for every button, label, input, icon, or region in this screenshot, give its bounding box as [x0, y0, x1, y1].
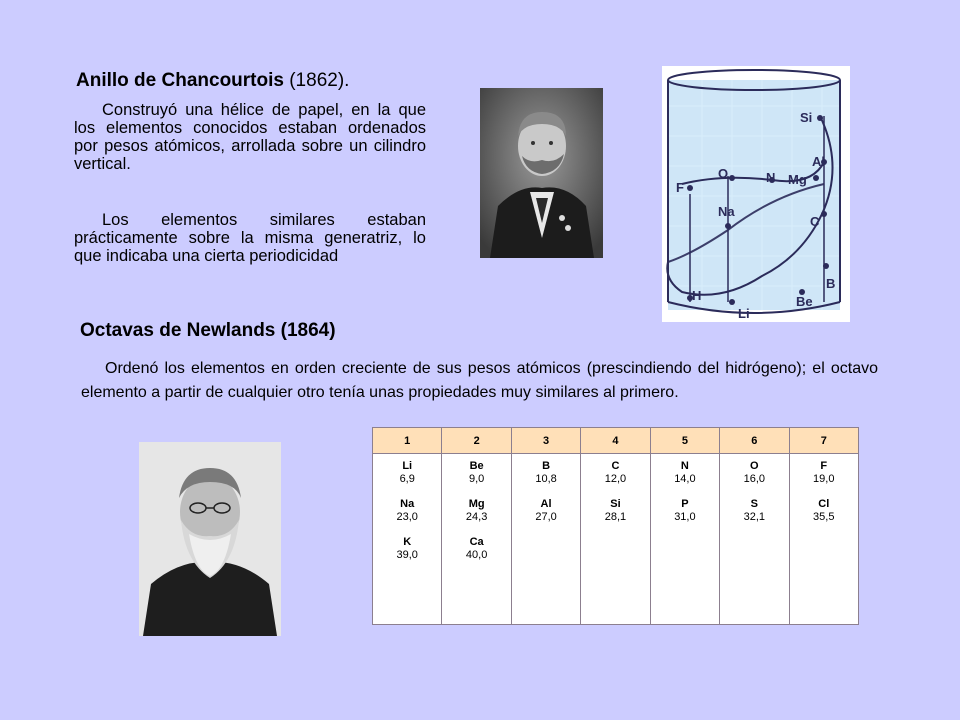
chancourtois-paragraph-1: Construyó una hélice de papel, en la que los elementos conocidos estaban ordenados por pesos atómicos, arrollada sobre un cilindro vertical. [74, 101, 426, 173]
atomic-weight: 40,0 [465, 549, 488, 561]
helix-label-h: H [692, 288, 702, 303]
element-entry [582, 498, 648, 524]
chancourtois-paragraph-2: Los elementos similares estaban prácticamente sobre la misma generatriz, lo que indicaba una cierta periodicidad [74, 211, 426, 265]
element-symbol: B [542, 460, 551, 472]
column-header-5: 5 [650, 428, 719, 454]
column-header-2: 2 [442, 428, 511, 454]
element-symbol: Si [610, 498, 621, 510]
table-cell [789, 454, 858, 625]
element-symbol: Na [400, 498, 415, 510]
element-entry [513, 460, 579, 486]
chancourtois-title-year: (1862). [283, 70, 350, 91]
element-entry [582, 460, 648, 486]
element-symbol: Ca [469, 536, 484, 548]
column-header-6: 6 [720, 428, 789, 454]
column-header-3: 3 [511, 428, 580, 454]
atomic-weight: 10,8 [535, 473, 557, 485]
chancourtois-title-bold: Anillo de Chancourtois [76, 70, 284, 91]
helix-label-li: Li [738, 306, 750, 321]
helix-label-si: Si [800, 110, 813, 125]
helix-label-f: F [676, 180, 684, 195]
element-entry [791, 498, 857, 524]
table-cell [650, 454, 719, 625]
helix-label-al: Al [812, 154, 825, 169]
atomic-weight: 16,0 [743, 473, 766, 485]
helix-label-be: Be [796, 294, 813, 309]
atomic-weight: 23,0 [396, 511, 418, 523]
table-cell [511, 454, 580, 625]
element-entry [721, 460, 787, 486]
helix-label-b: B [826, 276, 836, 291]
atomic-weight: 19,0 [813, 473, 835, 485]
column-header-1: 1 [373, 428, 442, 454]
newlands-paragraph: Ordenó los elementos en orden creciente de sus pesos atómicos (prescindiendo del hidrógeno); el octavo elemento a partir de cualquier otro tenía unas propiedades muy similares al primero. [81, 360, 878, 401]
element-symbol: K [403, 536, 412, 548]
atomic-weight: 14,0 [674, 473, 696, 485]
atomic-weight: 24,3 [465, 511, 488, 523]
newlands-title: Octavas de Newlands (1864) [80, 320, 336, 341]
helix-label-mg: Mg [788, 172, 807, 187]
table-cell [373, 454, 442, 625]
element-entry [652, 498, 718, 524]
table-cell [442, 454, 511, 625]
element-symbol: P [681, 498, 689, 510]
atomic-weight: 28,1 [604, 511, 627, 523]
element-entry [374, 536, 440, 562]
element-entry [652, 460, 718, 486]
helix-label-na: Na [718, 204, 735, 219]
element-symbol: C [611, 460, 620, 472]
element-entry [374, 498, 440, 524]
helix-label-o: O [718, 166, 729, 181]
table-cell [581, 454, 650, 625]
element-entry [443, 498, 509, 524]
element-symbol: Be [469, 460, 484, 472]
element-entry [513, 498, 579, 524]
atomic-weight: 32,1 [743, 511, 766, 523]
atomic-weight: 27,0 [535, 511, 557, 523]
atomic-weight: 12,0 [604, 473, 627, 485]
element-symbol: Cl [818, 498, 830, 510]
element-entry [374, 460, 440, 486]
element-symbol: S [750, 498, 758, 510]
table-cell [720, 454, 789, 625]
helix-label-n: N [766, 170, 776, 185]
element-symbol: Al [540, 498, 552, 510]
table-header-row [373, 428, 859, 454]
newlands-portrait [139, 442, 281, 636]
element-entry [791, 460, 857, 486]
chancourtois-title [76, 70, 349, 92]
table-row [373, 454, 859, 625]
helix-label-c: C [810, 214, 820, 229]
atomic-weight: 6,9 [399, 473, 415, 485]
telluric-helix-diagram [662, 66, 850, 322]
atomic-weight: 35,5 [813, 511, 835, 523]
element-symbol: Li [402, 460, 413, 472]
element-entry [721, 498, 787, 524]
element-entry [443, 460, 509, 486]
chancourtois-portrait [480, 88, 603, 258]
column-header-7: 7 [789, 428, 858, 454]
element-symbol: O [750, 460, 759, 472]
element-entry [443, 536, 509, 562]
atomic-weight: 39,0 [396, 549, 418, 561]
atomic-weight: 9,0 [468, 473, 485, 485]
element-symbol: Mg [468, 498, 485, 510]
column-header-4: 4 [581, 428, 650, 454]
element-symbol: F [820, 460, 828, 472]
atomic-weight: 31,0 [674, 511, 696, 523]
element-symbol: N [680, 460, 689, 472]
newlands-octaves-table [372, 427, 859, 625]
